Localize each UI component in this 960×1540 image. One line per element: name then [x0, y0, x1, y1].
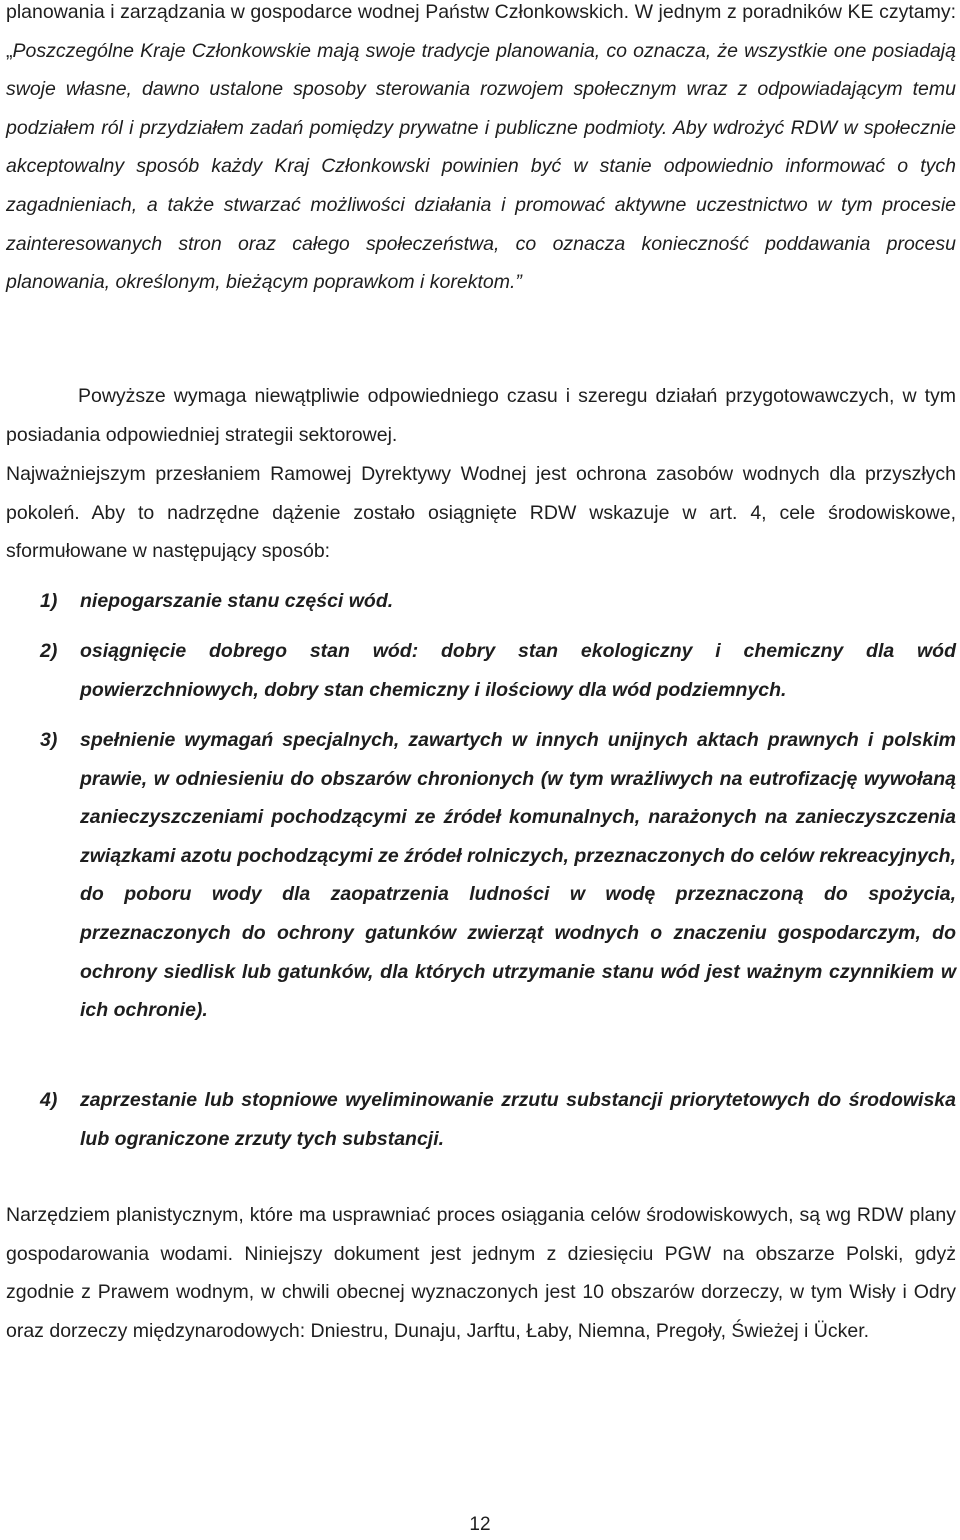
goal-text: zaprzestanie lub stopniowe wyeliminowanie zrzutu substancji priorytetowych do środowiska lub ograniczone zrzuty tych substancji. [80, 1089, 956, 1150]
goal-number: 4) [40, 1089, 58, 1111]
goal-number: 1) [40, 590, 58, 612]
planning-tool-paragraph: Narzędziem planistycznym, które ma usprawniać proces osiągania celów środowiskowych, są wg RDW plany gospodarowania wodami. Niniejszy dokument jest jednym z dziesięciu PGW na obszarze Polski, gdyż zgodnie z Prawem wodnym, w chwili obecnej wyznaczonych jest 10 obszarów dorzeczy, w tym Wisły i Odry oraz dorzeczy międzynarodowych: Dniestru, Dunaju, Jarftu, Łaby, Niemna, Pregoły, Świeżej i Ücker. [6, 1204, 956, 1342]
goal-text: osiągnięcie dobrego stan wód: dobry stan ekologiczny i chemiczny dla wód powierzchniowych, dobry stan chemiczny i ilościowy dla wód podziemnych. [80, 640, 956, 701]
goal-text: spełnienie wymagań specjalnych, zawartych w innych unijnych aktach prawnych i polskim prawie, w odniesieniu do obszarów chronionych (w tym wrażliwych na eutrofizację wywołaną zanieczyszczeniami pochodzącymi ze źródeł komunalnych, narażonych na zanieczyszczenia związkami azotu pochodzącymi ze źródeł rolniczych, przeznaczonych do celów rekreacyjnych, do poboru wody dla zaopatrzenia ludności w wodę przeznaczoną do spożycia, przeznaczonych do ochrony gatunków zwierząt wodnych o znaczeniu gospodarczym, do ochrony siedlisk lub gatunków, dla których utrzymanie stanu wód jest ważnym czynnikiem w ich ochronie). [80, 729, 956, 1022]
page-number: 12 [469, 1514, 491, 1535]
intro-quote: Poszczególne Kraje Członkowskie mają swoje tradycje planowania, co oznacza, że wszystkie one posiadają swoje własne, dawno ustalone sposoby sterowania rozwojem społecznym wraz z odpowiadającym temu podziałem ról i przydziałem zadań pomiędzy prywatne i publiczne podmioty. Aby wdrożyć RDW w społecznie akceptowalny sposób każdy Kraj Członkowski powinien być w stanie odpowiednio informować o tych zagadnieniach, a także stwarzać możliwości działania i promować aktywne uczestnictwo w tym procesie zainteresowanych stron oraz całego społeczeństwa, co oznacza konieczność poddawania procesu planowania, określonym, bieżącym poprawkom i korektom.” [6, 39, 956, 294]
intro-paragraph [6, 0, 956, 302]
goal-number: 3) [40, 729, 58, 751]
goal-number: 2) [40, 640, 58, 662]
rdw-paragraph: Najważniejszym przesłaniem Ramowej Dyrektywy Wodnej jest ochrona zasobów wodnych dla przyszłych pokoleń. Aby to nadrzędne dążenie zostało osiągnięte RDW wskazuje w art. 4, cele środowiskowe, sformułowane w następujący sposób: [6, 463, 956, 563]
goal-text: niepogarszanie stanu części wód. [80, 590, 394, 612]
intro-text: planowania i zarządzania w gospodarce wodnej Państw Członkowskich. W jednym z poradników KE czytamy: „ [6, 1, 956, 62]
preparation-paragraph: Powyższe wymaga niewątpliwie odpowiedniego czasu i szeregu działań przygotowawczych, w tym posiadania odpowiedniej strategii sektorowej. [6, 385, 956, 446]
